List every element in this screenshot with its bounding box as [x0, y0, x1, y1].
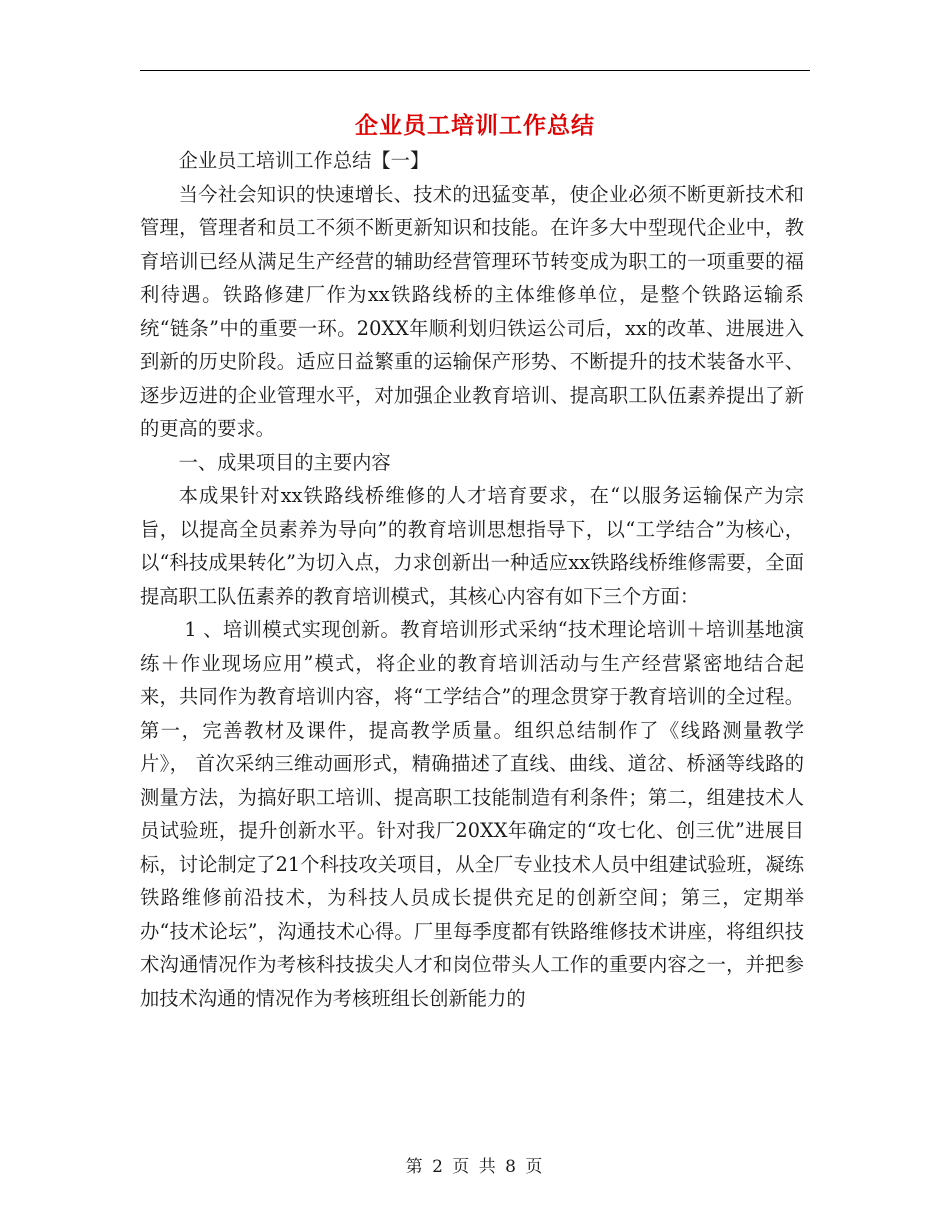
document-title: 企业员工培训工作总结: [355, 112, 595, 139]
header-rule: [140, 70, 810, 71]
document-subtitle: 企业员工培训工作总结【一】: [178, 149, 430, 172]
page-number: 第 2 页 共 8 页: [405, 1157, 545, 1177]
section-heading: 一、成果项目的主要内容: [178, 450, 391, 474]
document-body: [140, 144, 804, 1015]
paragraph-training-mode: 1 、培训模式实现创新。教育培训形式采纳“技术理论培训＋培训基地演练＋作业现场应用”模式，将企业的教育培训活动与生产经营紧密地结合起来，共同作为教育培训内容，将“工学结合”的理念贯穿于教育培训的全过程。第一，完善教材及课件，提高教学质量。组织总结制作了《线路测量教学片》， 首次采纳三维动画形式，精确描述了直线、曲线、道岔、桥涵等线路的测量方法，为搞好职工培训、提高职工技能制造有利条件；第二，组建技术人员试验班，提升创新水平。针对我厂20XX年确定的“攻七化、创三优”进展目标，讨论制定了21个科技攻关项目，从全厂专业技术人员中组建试验班，凝练铁路维修前沿技术，为科技人员成长提供充足的创新空间；第三，定期举办“技术论坛”，沟通技术心得。厂里每季度都有铁路维修技术讲座，将组织技术沟通情况作为考核科技拔尖人才和岗位带头人工作的重要内容之一，并把参加技术沟通的情况作为考核班组长创新能力的: [140, 618, 804, 1010]
paragraph-intro: 当今社会知识的快速增长、技术的迅猛变革，使企业必须不断更新技术和管理，管理者和员工不须不断更新知识和技能。在许多大中型现代企业中，教育培训已经从满足生产经营的辅助经营管理环节转变成为职工的一项重要的福利待遇。铁路修建厂作为xx铁路线桥的主体维修单位，是整个铁路运输系统“链条”中的重要一环。20XX年顺利划归铁运公司后，xx的改革、进展进入到新的历史阶段。适应日益繁重的运输保产形势、不断提升的技术装备水平、逐步迈进的企业管理水平，对加强企业教育培训、提高职工队伍素养提出了新的更高的要求。: [140, 182, 804, 440]
paragraph-achievement: 本成果针对xx铁路线桥维修的人才培育要求，在“以服务运输保产为宗旨，以提高全员素养为导向”的教育培训思想指导下，以“工学结合”为核心，以“科技成果转化”为切入点，力求创新出一种适应xx铁路线桥维修需要，全面提高职工队伍素养的教育培训模式，其核心内容有如下三个方面：: [140, 484, 804, 608]
